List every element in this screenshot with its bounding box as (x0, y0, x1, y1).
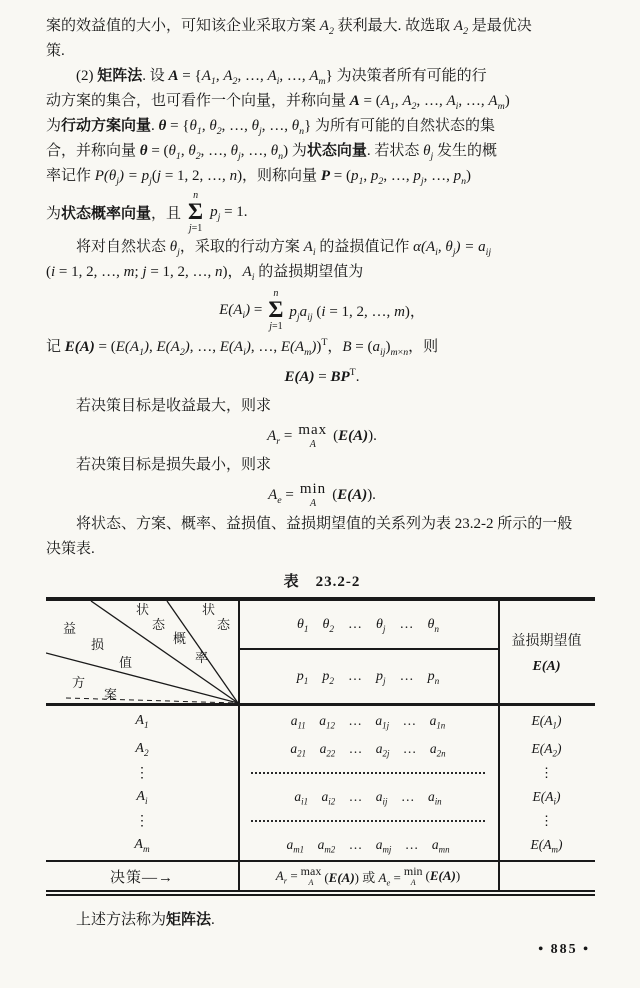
corner-char-plan: 案 (104, 687, 118, 702)
corner-char-state-prob: 状 (136, 602, 150, 617)
text-line: 上述方法称为矩阵法. (76, 912, 215, 928)
summation-symbol (188, 190, 203, 234)
formula-matrix (46, 360, 598, 394)
corner-char-state-prob: 率 (195, 650, 209, 665)
text-line: (2) 矩阵法. 设 $A = \{A_1$, $A_2$, …, $A_i$, …, $A_m$} 为决策者所有可能的行 (76, 68, 487, 87)
values-cell (238, 772, 498, 774)
text-line: 率记作 $P(\theta_j) = p_j(j = 1$, 2, …, n)，则称向量 $P = (p_1$, $p_2$, …, $p_j$, …, $p_n$) (46, 168, 472, 187)
text-line: 为行动方案向量. $\theta = \{\theta_1$, $\theta_2$, …, $\theta_j$, …, $\theta_n$} 为所有可能的自然状态的集 (46, 118, 496, 137)
formula-body: $E(A) = BP^T$. (284, 366, 360, 385)
text-line: 将状态、方案、概率、益损值、益损期望值的关系列为表 23.2-2 所示的一般 (76, 516, 573, 532)
operator-subscript: A (309, 497, 317, 509)
min-operator (404, 865, 423, 887)
expectation-cell: ⋮ (539, 765, 554, 780)
operator-subscript: A (309, 438, 316, 450)
sigma-icon: Σ (188, 199, 204, 225)
plan-cell: $A_i$ (136, 789, 148, 806)
sum-prefix-text: 为状态概率向量，且 (46, 205, 182, 222)
formula-rhs: (E(A)). (332, 486, 376, 503)
corner-char-plan: 方 (72, 675, 86, 690)
decision-row (46, 860, 595, 890)
diagonal-corner-cell (46, 601, 238, 703)
text-line: 案的效益值的大小，可知该企业采取方案 $A_2$ 获利最大. 故选取 $A_2$ 是最优决 (46, 18, 532, 37)
values-cell: $a_{i1}$ $a_{i2}$ … $a_{ij}$ … $a_{in}$ (294, 789, 442, 807)
expectation-cell: ⋮ (539, 813, 554, 828)
expectation-cell: $E(A_i)$ (532, 789, 561, 807)
page-number: • 885 • (538, 942, 590, 957)
values-cell (238, 820, 498, 822)
table-vertical-divider (238, 601, 240, 890)
text-line: 记 $E(A) = (E(A_1)$, $E(A_2)$, …, $E(A_i)$, …, $E(A_m))^T$，$B = (a_{ij})_{m\times n}$，则 (46, 337, 439, 358)
summation-symbol (268, 288, 283, 332)
plan-cell: ⋮ (135, 813, 149, 829)
corner-char-state: 态 (217, 617, 231, 632)
formula-rhs: (E(A)). (333, 427, 377, 444)
expectation-header (498, 601, 595, 703)
operator-word: max (300, 864, 322, 878)
values-cell: $a_{m1}$ $a_{m2}$ … $a_{mj}$ … $a_{mn}$ (286, 837, 450, 855)
formula-lhs: $A_r$ = (267, 427, 293, 447)
sum-upper-limit: n (193, 190, 199, 202)
dotted-divider (251, 820, 485, 822)
plan-cell: $A_2$ (135, 741, 149, 758)
table-header (46, 601, 595, 706)
decision-table (46, 597, 595, 896)
table-row (46, 707, 595, 735)
corner-char-payoff: 值 (119, 655, 133, 670)
values-cell: $a_{11}$ $a_{12}$ … $a_{1j}$ … $a_{1n}$ (290, 713, 446, 731)
expectation-header-symbol: E(A) (532, 658, 561, 674)
decision-formula-part: (E(A)) (425, 868, 461, 883)
table-row-ellipsis (46, 811, 595, 831)
expectation-cell: $E(A_1)$ (531, 713, 562, 731)
text-line: 若决策目标是损失最小，则求 (76, 457, 272, 473)
plan-cell: $A_m$ (134, 837, 150, 854)
corner-char-state-prob: 概 (173, 631, 187, 646)
decision-formula-part: (E(A)) 或 $A_e$ = (324, 869, 401, 888)
expectation-cell: $E(A_2)$ (531, 741, 562, 759)
corner-char-payoff: 损 (91, 637, 105, 652)
plan-cell: $A_1$ (135, 713, 149, 730)
table-body (46, 706, 595, 860)
text-line: 若决策目标是收益最大，则求 (76, 398, 272, 414)
table-row (46, 783, 595, 811)
max-operator (298, 423, 327, 450)
operator-subscript: A (410, 878, 416, 887)
sum-suffix-text: $p_j = 1$. (210, 203, 248, 223)
formula-lhs: $A_e$ = (268, 486, 294, 506)
probability-row: $p_1$ $p_2$ … $p_j$ … $p_n$ (296, 668, 440, 686)
text-line: 将对自然状态 $\theta_j$，采取的行动方案 $A_i$ 的益损值记作 $\alpha(A_i$, $\theta_j) = a_{ij}$ (76, 239, 492, 258)
theta-row: $\theta_1$ $\theta_2$ … $\theta_j$ … $\theta_n$ (238, 601, 498, 650)
decision-formula (238, 865, 498, 887)
sum-upper-limit: n (273, 288, 279, 300)
sigma-icon: Σ (268, 297, 284, 323)
formula-expectation (46, 285, 598, 335)
sum-lower-limit: j=1 (188, 222, 203, 234)
formula-rhs: $p_ja_{ij}$ (i = 1, 2, …, m)， (289, 303, 425, 323)
decision-label: 决策—→ (109, 869, 174, 886)
text-line-with-sum (46, 189, 598, 235)
text-line: 决策表. (46, 541, 95, 557)
corner-char-state: 状 (202, 602, 216, 617)
state-columns-header (238, 601, 498, 703)
expectation-header-title: 益损期望值 (511, 633, 582, 649)
formula-max (46, 419, 598, 453)
text-line: 合，并称向量 $\theta = (\theta_1$, $\theta_2$, …, $\theta_j$, …, $\theta_n$) 为状态向量. 若状态 $\theta_j$ 发生的概 (46, 143, 498, 162)
sum-lower-limit: j=1 (269, 320, 283, 332)
formula-lhs: $E(A_i)$ = (219, 301, 263, 321)
text-line: 动方案的集合，也可看作一个向量，并称向量 $A = (A_1$, $A_2$, …, $A_i$, …, $A_m$) (46, 93, 510, 112)
operator-word: min (403, 864, 423, 878)
text-line: 策. (46, 43, 65, 59)
operator-subscript: A (308, 878, 314, 887)
values-cell: $a_{21}$ $a_{22}$ … $a_{2j}$ … $a_{2n}$ (290, 741, 446, 759)
max-operator (301, 865, 322, 887)
corner-char-payoff: 益 (63, 621, 77, 636)
operator-word: min (299, 480, 327, 497)
table-row (46, 735, 595, 763)
plan-cell: ⋮ (135, 765, 149, 781)
text-line: (i = 1, 2, …, m; j = 1, 2, …, n)，$A_i$ 的益损期望值为 (46, 264, 364, 283)
decision-formula-part: $A_r$ = (275, 868, 298, 886)
dotted-divider (251, 772, 485, 774)
operator-word: max (298, 421, 328, 438)
formula-min (46, 478, 598, 512)
table-caption: 表 23.2-2 (283, 574, 361, 590)
expectation-cell: $E(A_m)$ (530, 837, 563, 855)
table-vertical-divider (498, 601, 500, 890)
table-row-ellipsis (46, 763, 595, 783)
table-row (46, 831, 595, 859)
corner-char-state-prob: 态 (152, 617, 166, 632)
min-operator (300, 482, 326, 509)
